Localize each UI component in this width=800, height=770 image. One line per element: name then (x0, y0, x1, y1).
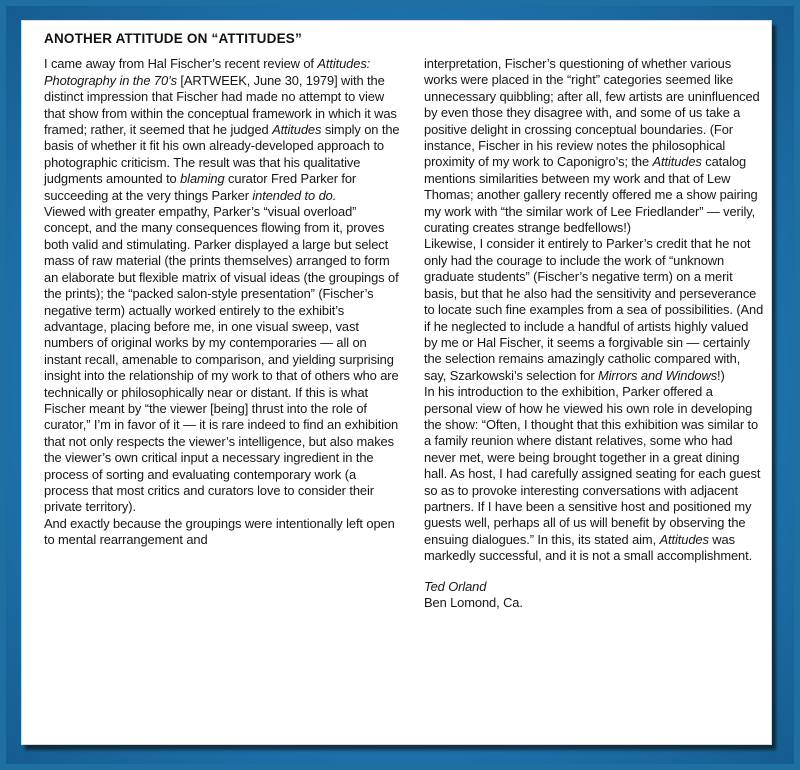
text-run: simply on the basis of whether it fit his own already-developed approach to photographic criticism. The result was that his qualitative judgments amounted to (44, 122, 400, 187)
text-run: Likewise, I consider it entirely to Parker’s credit that he not only had the courage to include the work of “unknown graduate students” (Fischer’s negative term) on a merit basis, but that he also had the sensitivity and perseverance to locate such fine examples from a sea of possibilities. (And if he neglected to include a handful of artists highly valued by me or Hal Fischer, it seems a forgivable sin — certainly the selection remains amazingly catholic compared with, say, Szarkowski’s selection for (424, 236, 764, 383)
author-name: Ted Orland (424, 578, 487, 594)
italic-title: Attitudes (272, 122, 322, 138)
paragraph-4 (424, 56, 764, 236)
right-column (424, 56, 764, 611)
signature-block (424, 579, 764, 612)
paragraph-3: And exactly because the groupings were intentionally left open to mental rearrangement and (44, 515, 395, 548)
paragraph-2: Viewed with greater empathy, Parker’s “visual overload” concept, and the many consequences flowing from it, proves both valid and stimulating. Parker displayed a large but select mass of raw material (the prints themselves) arranged to form an elaborate but flexible matrix of visual ideas (the groupings of the prints); the “packed salon-style presentation” (Fischer’s negative term) actually worked entirely to the exhibit’s advantage, placing before me, in one visual sweep, vast numbers of original works by my contemporaries — all on instant recall, amenable to comparison, and yielding surprising insight into the relationship of my work to that of others who are technically or philosophically near or distant. If this is what Fischer meant by “the viewer [being] thrust into the role of curator,” I’m in favor of it — it is rare indeed to find an exhibition that not only respects the viewer’s intelligence, but also makes the viewer’s own critical input a necessary ingredient in the process of sorting and evaluating contemporary work (a process that most critics and curators love to consider their private territory). (44, 204, 399, 515)
italic-title: Attitudes (652, 154, 702, 170)
paragraph-5 (424, 236, 764, 384)
italic-word: intended to do. (252, 187, 337, 203)
italic-word: blaming (180, 171, 225, 187)
left-column (44, 31, 400, 549)
text-run: was markedly successful, and it is not a small accomplishment. (424, 531, 753, 564)
text-run: I came away from Hal Fischer’s recent review of (44, 56, 318, 72)
text-run: In his introduction to the exhibition, Parker offered a personal view of how he viewed his own role in developing the show: “Often, I thought that this exhibition was similar to a family reunion where distant relatives, some who had never met, were being brought together in a great dining hall. As host, I had carefully assigned seating for each guest so as to provoke interesting conversations with adjacent partners. If I have been a sensitive host and positioned my guests well, perhaps all of us will benefit by observing the ensuing dialogues.” In this, its stated aim, (424, 384, 761, 547)
text-run: !) (717, 367, 725, 383)
text-run: catalog mentions similarities between my work and that of Lew Thomas; another gallery recently offered me a show pairing my work with “the similar work of Lee Friedlander” — verily, curating creates strange bedfellows!) (424, 154, 758, 236)
italic-title: Attitudes: Photography in the 70’s (44, 56, 371, 88)
letter-page (21, 20, 772, 745)
letter-title: ANOTHER ATTITUDE ON “ATTITUDES” (44, 31, 302, 46)
italic-title: Attitudes (659, 531, 709, 547)
text-run: interpretation, Fischer’s questioning of whether various works were placed in the “right” categories seemed like unnecessary quibbling; after all, few artists are uninfluenced by even those they disagree with, and some of us take a positive delight in crossing conceptual boundaries. (For instance, Fischer in his review notes the philosophical proximity of my work to Caponigro’s; the (424, 56, 760, 170)
paragraph-6 (424, 384, 764, 564)
text-run: curator Fred Parker for succeeding at the very things Parker (44, 171, 357, 203)
paragraph-1 (44, 56, 400, 204)
text-run: [ARTWEEK, June 30, 1979] with the distinct impression that Fischer had made no attempt to view that show from within the conceptual framework in which it was framed; rather, it seemed that he judged (44, 72, 397, 138)
italic-title: Mirrors and Windows (598, 367, 718, 383)
blue-border-frame (6, 6, 794, 764)
author-location: Ben Lomond, Ca. (424, 595, 523, 610)
